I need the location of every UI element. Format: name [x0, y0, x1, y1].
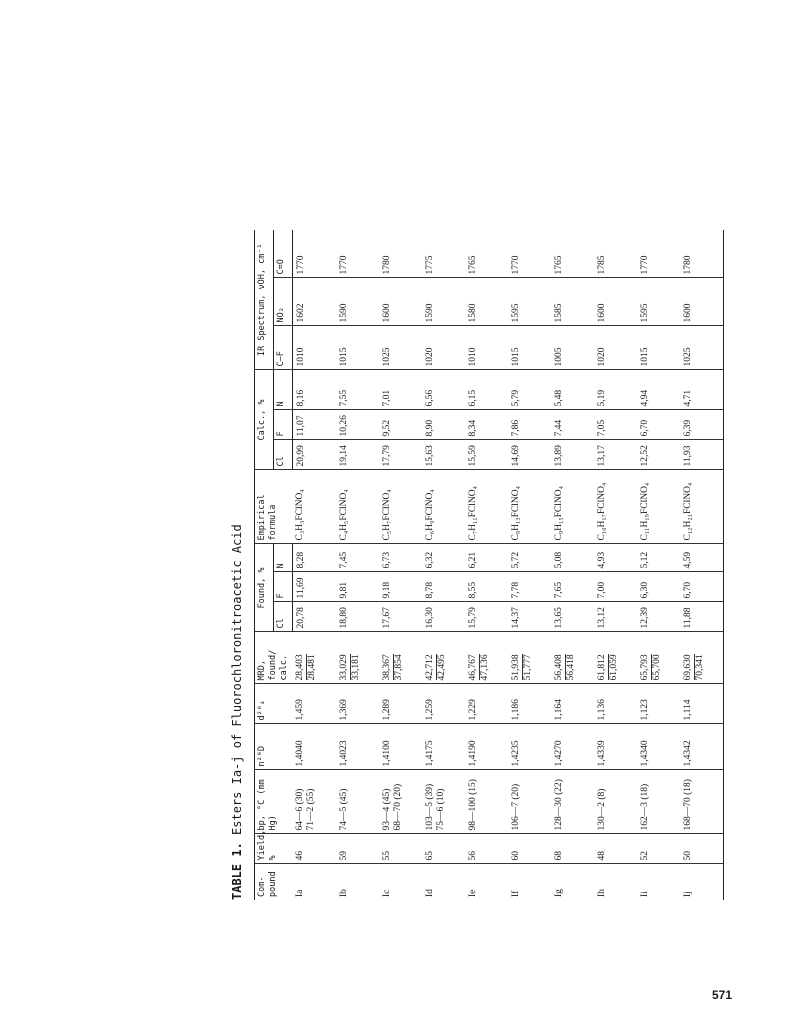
- esters-table: [254, 230, 724, 900]
- bp-cell: [508, 770, 551, 834]
- header-ir-cf: C—F: [273, 326, 292, 370]
- density-cell: 1,259: [422, 684, 465, 724]
- ir-no2-cell: 1600: [594, 278, 637, 326]
- bp-value: 68—70 (20): [392, 783, 403, 831]
- nd-cell: 1,4270: [551, 724, 594, 770]
- table-title: Esters Ia-j of Fluorochloronitroacetic Acid: [230, 524, 244, 835]
- mrd-cell: [465, 632, 508, 684]
- found-f-cell: 6,30: [637, 572, 680, 602]
- found-cl-cell: 20,78: [292, 602, 336, 632]
- header-mrd: MRD, found/ calc.: [255, 632, 293, 684]
- calc-n-cell: 4,71: [680, 370, 724, 410]
- header-empirical: Empirical formula: [255, 470, 293, 544]
- ir-no2-cell: 1595: [637, 278, 680, 326]
- mrd-calc: 65,700: [651, 654, 662, 681]
- table-row: [594, 230, 637, 900]
- table-row: [680, 230, 724, 900]
- mrd-cell: [551, 632, 594, 684]
- found-n-cell: 4,59: [680, 544, 724, 572]
- mrd-calc: 51,777: [522, 654, 533, 681]
- density-cell: 1,164: [551, 684, 594, 724]
- mrd-cell: [422, 632, 465, 684]
- header-found-n: N: [273, 544, 292, 572]
- found-n-cell: 5,12: [637, 544, 680, 572]
- mrd-found: 46,767: [467, 654, 478, 681]
- ir-cf-cell: 1010: [465, 326, 508, 370]
- calc-f-cell: 8,34: [465, 410, 508, 440]
- yield-cell: 65: [422, 834, 465, 864]
- yield-cell: 68: [551, 834, 594, 864]
- calc-f-cell: 11,07: [292, 410, 336, 440]
- bp-value: 128—30 (22): [553, 779, 564, 831]
- compound-cell: Ic: [381, 889, 392, 897]
- header-yield: Yield, %: [255, 834, 293, 864]
- header-calc-f: F: [273, 410, 292, 440]
- density-cell: 1,459: [292, 684, 336, 724]
- ir-no2-cell: 1600: [379, 278, 422, 326]
- ir-co-cell: 1765: [465, 230, 508, 278]
- ir-cf-cell: 1015: [508, 326, 551, 370]
- nd-cell: 1,4023: [336, 724, 379, 770]
- calc-n-cell: 5,48: [551, 370, 594, 410]
- page-number: 571: [712, 988, 733, 1002]
- nd-cell: 1,4342: [680, 724, 724, 770]
- mrd-cell: [680, 632, 724, 684]
- calc-f-cell: 9,52: [379, 410, 422, 440]
- mrd-found: 69,630: [682, 654, 693, 681]
- found-n-cell: 8,28: [292, 544, 336, 572]
- table-number: TABLE 1.: [230, 842, 244, 900]
- nd-cell: 1,4040: [292, 724, 336, 770]
- calc-cl-cell: 11,93: [680, 440, 724, 470]
- ir-co-cell: 1770: [637, 230, 680, 278]
- mrd-cell: [594, 632, 637, 684]
- table-row: [465, 230, 508, 900]
- found-n-cell: 7,45: [336, 544, 379, 572]
- ir-cf-cell: 1010: [292, 326, 336, 370]
- bp-cell: [680, 770, 724, 834]
- calc-n-cell: 7,55: [336, 370, 379, 410]
- ir-cf-cell: 1020: [422, 326, 465, 370]
- mrd-found: 51,938: [510, 654, 521, 681]
- ir-co-cell: 1770: [508, 230, 551, 278]
- calc-cl-cell: 12,52: [637, 440, 680, 470]
- mrd-calc: 61,059: [608, 654, 619, 681]
- nd-cell: 1,4175: [422, 724, 465, 770]
- found-n-cell: 6,32: [422, 544, 465, 572]
- found-cl-cell: 15,79: [465, 602, 508, 632]
- mrd-found: 33,029: [338, 654, 349, 681]
- header-density: d²⁰₄: [255, 684, 293, 724]
- header-calc-cl: Cl: [273, 440, 292, 470]
- bp-value: 74—5 (45): [338, 788, 349, 831]
- header-ir-co: C=O: [273, 230, 292, 278]
- formula-cell: C₄H₅FClNO₄: [336, 470, 379, 544]
- calc-f-cell: 7,05: [594, 410, 637, 440]
- mrd-calc: 56,418: [565, 654, 576, 681]
- yield-cell: 48: [594, 834, 637, 864]
- header-nd: n²⁰D: [255, 724, 293, 770]
- calc-f-cell: 6,70: [637, 410, 680, 440]
- found-n-cell: 5,08: [551, 544, 594, 572]
- ir-cf-cell: 1025: [680, 326, 724, 370]
- bp-cell: [637, 770, 680, 834]
- found-f-cell: 7,00: [594, 572, 637, 602]
- yield-cell: 50: [680, 834, 724, 864]
- bp-value: 71—2 (55): [306, 788, 316, 831]
- formula-cell: C₈H₁₃FClNO₄: [508, 470, 551, 544]
- table-row: [336, 230, 379, 900]
- bp-value: 93—4 (45): [381, 788, 392, 831]
- formula-cell: C₅H₇FClNO₄: [379, 470, 422, 544]
- calc-cl-cell: 17,79: [379, 440, 422, 470]
- ir-co-cell: 1770: [336, 230, 379, 278]
- table-row: [379, 230, 422, 900]
- ir-co-cell: 1770: [292, 230, 336, 278]
- table-row: [637, 230, 680, 900]
- bp-value: 106—7 (20): [510, 783, 521, 831]
- calc-cl-cell: 15,59: [465, 440, 508, 470]
- calc-cl-cell: 19,14: [336, 440, 379, 470]
- mrd-calc: 37,854: [393, 654, 404, 681]
- rotated-table-block: [226, 230, 746, 900]
- ir-no2-cell: 1602: [292, 278, 336, 326]
- bp-cell: [465, 770, 508, 834]
- mrd-found: 61,812: [596, 654, 607, 681]
- table-body: [292, 230, 723, 900]
- found-f-cell: 9,81: [336, 572, 379, 602]
- ir-cf-cell: 1005: [551, 326, 594, 370]
- mrd-cell: [637, 632, 680, 684]
- calc-f-cell: 7,44: [551, 410, 594, 440]
- mrd-calc: 33,181: [350, 654, 361, 681]
- found-cl-cell: 11,88: [680, 602, 724, 632]
- mrd-found: 65,793: [639, 654, 650, 681]
- bp-cell: [594, 770, 637, 834]
- density-cell: 1,369: [336, 684, 379, 724]
- density-cell: 1,114: [680, 684, 724, 724]
- table-row: [422, 230, 465, 900]
- table-row: [508, 230, 551, 900]
- found-cl-cell: 14,37: [508, 602, 551, 632]
- ir-no2-cell: 1585: [551, 278, 594, 326]
- compound-cell: Ij: [680, 864, 724, 900]
- mrd-found: 56,408: [553, 654, 564, 681]
- mrd-found: 38,367: [381, 654, 392, 681]
- formula-cell: C₇H₁₁FClNO₄: [465, 470, 508, 544]
- calc-n-cell: 7,01: [379, 370, 422, 410]
- compound-cell: Ib: [338, 889, 349, 897]
- calc-n-cell: 6,56: [422, 370, 465, 410]
- ir-co-cell: 1780: [680, 230, 724, 278]
- formula-cell: C₆H₉FClNO₄: [422, 470, 465, 544]
- density-cell: 1,289: [379, 684, 422, 724]
- calc-n-cell: 6,15: [465, 370, 508, 410]
- bp-cell: [379, 770, 422, 834]
- mrd-calc: 47,136: [479, 654, 490, 681]
- ir-co-cell: 1765: [551, 230, 594, 278]
- found-f-cell: 7,65: [551, 572, 594, 602]
- table-row: [292, 230, 336, 900]
- header-ir: IR Spectrum, νOH, cm⁻¹: [255, 230, 274, 370]
- found-cl-cell: 13,65: [551, 602, 594, 632]
- found-f-cell: 8,55: [465, 572, 508, 602]
- mrd-found: 28,403: [295, 654, 305, 681]
- table-caption: [226, 524, 248, 900]
- ir-cf-cell: 1015: [336, 326, 379, 370]
- ir-no2-cell: 1600: [680, 278, 724, 326]
- yield-cell: 59: [336, 834, 379, 864]
- calc-cl-cell: 13,89: [551, 440, 594, 470]
- formula-cell: C₃H₃FClNO₄: [292, 470, 336, 544]
- calc-f-cell: 6,39: [680, 410, 724, 440]
- header-compound: Com- pound: [255, 864, 293, 900]
- ir-co-cell: 1785: [594, 230, 637, 278]
- header-found-f: F: [273, 572, 292, 602]
- found-cl-cell: 17,67: [379, 602, 422, 632]
- bp-cell: [551, 770, 594, 834]
- found-f-cell: 8,78: [422, 572, 465, 602]
- ir-cf-cell: 1020: [594, 326, 637, 370]
- compound-cell: Ii: [639, 891, 650, 897]
- bp-value: 168—70 (18): [682, 779, 693, 831]
- bp-value: 103—5 (39): [424, 783, 435, 831]
- nd-cell: 1,4340: [637, 724, 680, 770]
- formula-cell: C₉H₁₅FClNO₄: [551, 470, 594, 544]
- bp-value: 130—2 (8): [596, 788, 607, 831]
- compound-cell: Id: [424, 889, 435, 897]
- nd-cell: 1,4339: [594, 724, 637, 770]
- table-row: [551, 230, 594, 900]
- bp-cell: [422, 770, 465, 834]
- header-calc: Calc., %: [255, 370, 274, 470]
- calc-cl-cell: 13,17: [594, 440, 637, 470]
- nd-cell: 1,4190: [465, 724, 508, 770]
- mrd-found: 42,712: [424, 654, 435, 681]
- yield-cell: 52: [637, 834, 680, 864]
- calc-cl-cell: 15,63: [422, 440, 465, 470]
- ir-co-cell: 1775: [422, 230, 465, 278]
- density-cell: 1,186: [508, 684, 551, 724]
- calc-n-cell: 5,79: [508, 370, 551, 410]
- bp-cell: [336, 770, 379, 834]
- density-cell: 1,123: [637, 684, 680, 724]
- formula-cell: C₁₁H₁₉FClNO₄: [637, 470, 680, 544]
- compound-cell: Ih: [596, 889, 607, 897]
- yield-cell: 55: [379, 834, 422, 864]
- density-cell: 1,229: [465, 684, 508, 724]
- mrd-calc: 42,495: [436, 654, 447, 681]
- ir-co-cell: 1780: [379, 230, 422, 278]
- found-n-cell: 6,73: [379, 544, 422, 572]
- yield-cell: 60: [508, 834, 551, 864]
- ir-cf-cell: 1025: [379, 326, 422, 370]
- found-cl-cell: 16,30: [422, 602, 465, 632]
- mrd-cell: [336, 632, 379, 684]
- header-found-cl: Cl: [273, 602, 292, 632]
- bp-value: 75—6 (10): [435, 788, 446, 831]
- found-n-cell: 4,93: [594, 544, 637, 572]
- found-f-cell: 6,70: [680, 572, 724, 602]
- nd-cell: 1,4235: [508, 724, 551, 770]
- mrd-calc: 70,341: [694, 654, 705, 681]
- mrd-cell: [292, 632, 336, 684]
- compound-cell: Ig: [553, 889, 564, 897]
- found-n-cell: 6,21: [465, 544, 508, 572]
- found-cl-cell: 13,12: [594, 602, 637, 632]
- ir-cf-cell: 1015: [637, 326, 680, 370]
- bp-cell: [292, 770, 336, 834]
- density-cell: 1,136: [594, 684, 637, 724]
- yield-cell: 56: [465, 834, 508, 864]
- header-found: Found, %: [255, 544, 274, 632]
- header-calc-n: N: [273, 370, 292, 410]
- formula-cell: C₁₀H₁₇FClNO₄: [594, 470, 637, 544]
- mrd-cell: [508, 632, 551, 684]
- ir-no2-cell: 1590: [336, 278, 379, 326]
- yield-cell: 46: [292, 834, 336, 864]
- nd-cell: 1,4100: [379, 724, 422, 770]
- ir-no2-cell: 1595: [508, 278, 551, 326]
- calc-f-cell: 7,86: [508, 410, 551, 440]
- formula-cell: C₁₂H₂₁FClNO₄: [680, 470, 724, 544]
- ir-no2-cell: 1580: [465, 278, 508, 326]
- calc-n-cell: 5,19: [594, 370, 637, 410]
- bp-value: 98—100 (15): [467, 779, 478, 831]
- ir-no2-cell: 1590: [422, 278, 465, 326]
- bp-value: 64—6 (30): [295, 788, 305, 831]
- bp-value: 162—3 (18): [639, 783, 650, 831]
- found-f-cell: 9,18: [379, 572, 422, 602]
- compound-cell: Ie: [467, 889, 478, 897]
- mrd-calc: 28,481: [307, 654, 317, 681]
- header-ir-no2: NO₂: [273, 278, 292, 326]
- calc-f-cell: 10,26: [336, 410, 379, 440]
- found-cl-cell: 12,39: [637, 602, 680, 632]
- found-cl-cell: 18,80: [336, 602, 379, 632]
- header-bp: bp, °C (mm Hg): [255, 770, 293, 834]
- calc-cl-cell: 20,99: [292, 440, 336, 470]
- found-n-cell: 5,72: [508, 544, 551, 572]
- compound-cell: Ia: [295, 889, 305, 897]
- mrd-cell: [379, 632, 422, 684]
- calc-n-cell: 8,16: [292, 370, 336, 410]
- calc-n-cell: 4,94: [637, 370, 680, 410]
- compound-cell: If: [510, 890, 521, 897]
- found-f-cell: 11,69: [292, 572, 336, 602]
- found-f-cell: 7,78: [508, 572, 551, 602]
- calc-f-cell: 8,90: [422, 410, 465, 440]
- calc-cl-cell: 14,69: [508, 440, 551, 470]
